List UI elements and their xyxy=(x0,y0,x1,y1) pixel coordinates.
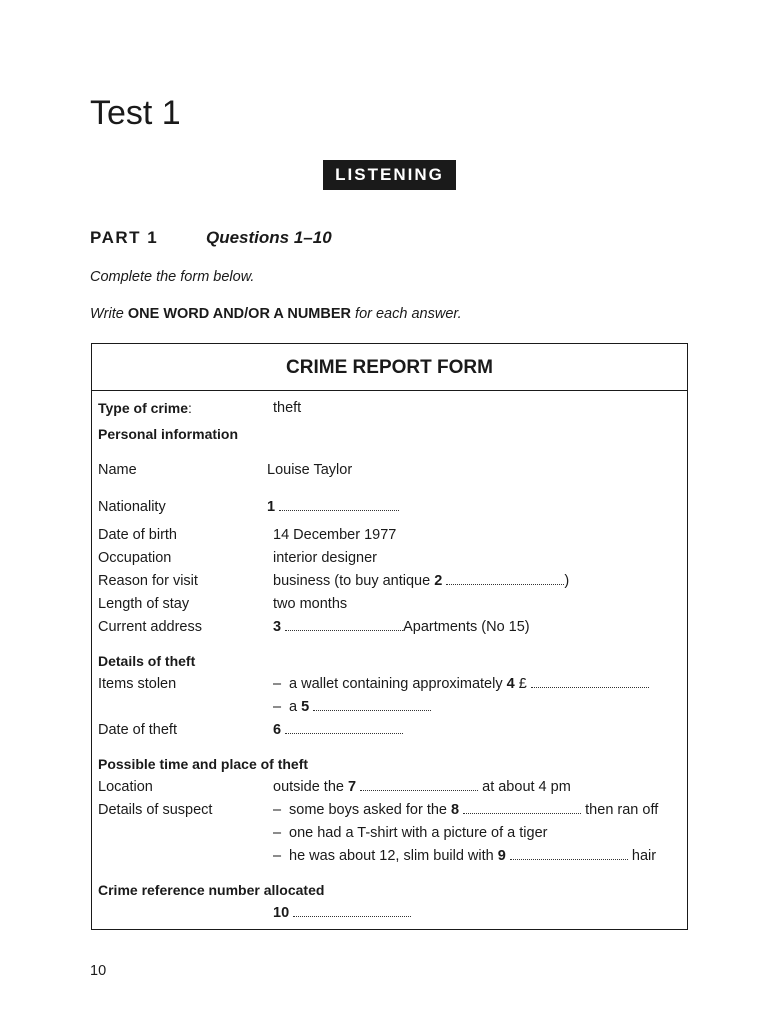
answer-5[interactable]: – a 5 xyxy=(273,698,431,716)
reason-label: Reason for visit xyxy=(98,573,198,589)
instruction-write xyxy=(90,305,462,323)
length-value: two months xyxy=(273,596,348,612)
dob-label: Date of birth xyxy=(98,527,177,543)
instruction-complete: Complete the form below. xyxy=(90,269,255,285)
items-label: Items stolen xyxy=(98,676,177,692)
suspect-detail-tiger: – one had a T-shirt with a picture of a tiger xyxy=(273,825,548,841)
answer-10[interactable]: 10 xyxy=(273,904,411,922)
answer-1[interactable]: 1 xyxy=(267,498,399,516)
test-title: Test 1 xyxy=(90,94,181,132)
form-title: CRIME REPORT FORM xyxy=(286,357,493,378)
name-label: Name xyxy=(98,462,137,478)
name-value: Louise Taylor xyxy=(267,462,353,478)
date-theft-label: Date of theft xyxy=(98,722,177,738)
dob-value: 14 December 1977 xyxy=(273,527,397,543)
answer-3[interactable]: 3 Apartments (No 15) xyxy=(273,619,530,635)
details-heading: Details of theft xyxy=(98,653,196,669)
questions-label: Questions 1–10 xyxy=(206,228,332,247)
length-label: Length of stay xyxy=(98,596,190,612)
instruction-bold: ONE WORD AND/OR A NUMBER xyxy=(127,306,352,322)
possible-heading: Possible time and place of theft xyxy=(98,756,309,772)
page-number: 10 xyxy=(90,963,107,979)
type-of-crime-value: theft xyxy=(273,400,302,416)
answer-4[interactable]: – a wallet containing approximately 4 £ xyxy=(273,675,649,693)
answer-9[interactable]: – he was about 12, slim build with 9 hair xyxy=(273,848,657,864)
answer-8[interactable]: – some boys asked for the 8 then ran off xyxy=(273,802,659,818)
nationality-label: Nationality xyxy=(98,499,166,515)
answer-6[interactable]: 6 xyxy=(273,721,403,739)
answer-7[interactable]: outside the 7 at about 4 pm xyxy=(273,779,571,795)
crime-report-form xyxy=(91,343,688,930)
occupation-value: interior designer xyxy=(273,550,377,566)
ref-heading: Crime reference number allocated xyxy=(98,882,325,898)
instruction-prefix: Write xyxy=(90,306,124,322)
location-label: Location xyxy=(98,779,153,795)
form-header xyxy=(92,344,687,391)
personal-info-heading: Personal information xyxy=(98,426,239,442)
part-label: PART 1 xyxy=(90,228,159,247)
section-badge: LISTENING xyxy=(323,160,456,190)
occupation-label: Occupation xyxy=(98,550,172,566)
address-label: Current address xyxy=(98,619,202,635)
type-of-crime-label: Type of crime: xyxy=(98,400,192,416)
suspect-label: Details of suspect xyxy=(98,802,213,818)
instruction-suffix: for each answer. xyxy=(355,306,462,322)
answer-2[interactable]: business (to buy antique 2 ) xyxy=(273,573,570,589)
